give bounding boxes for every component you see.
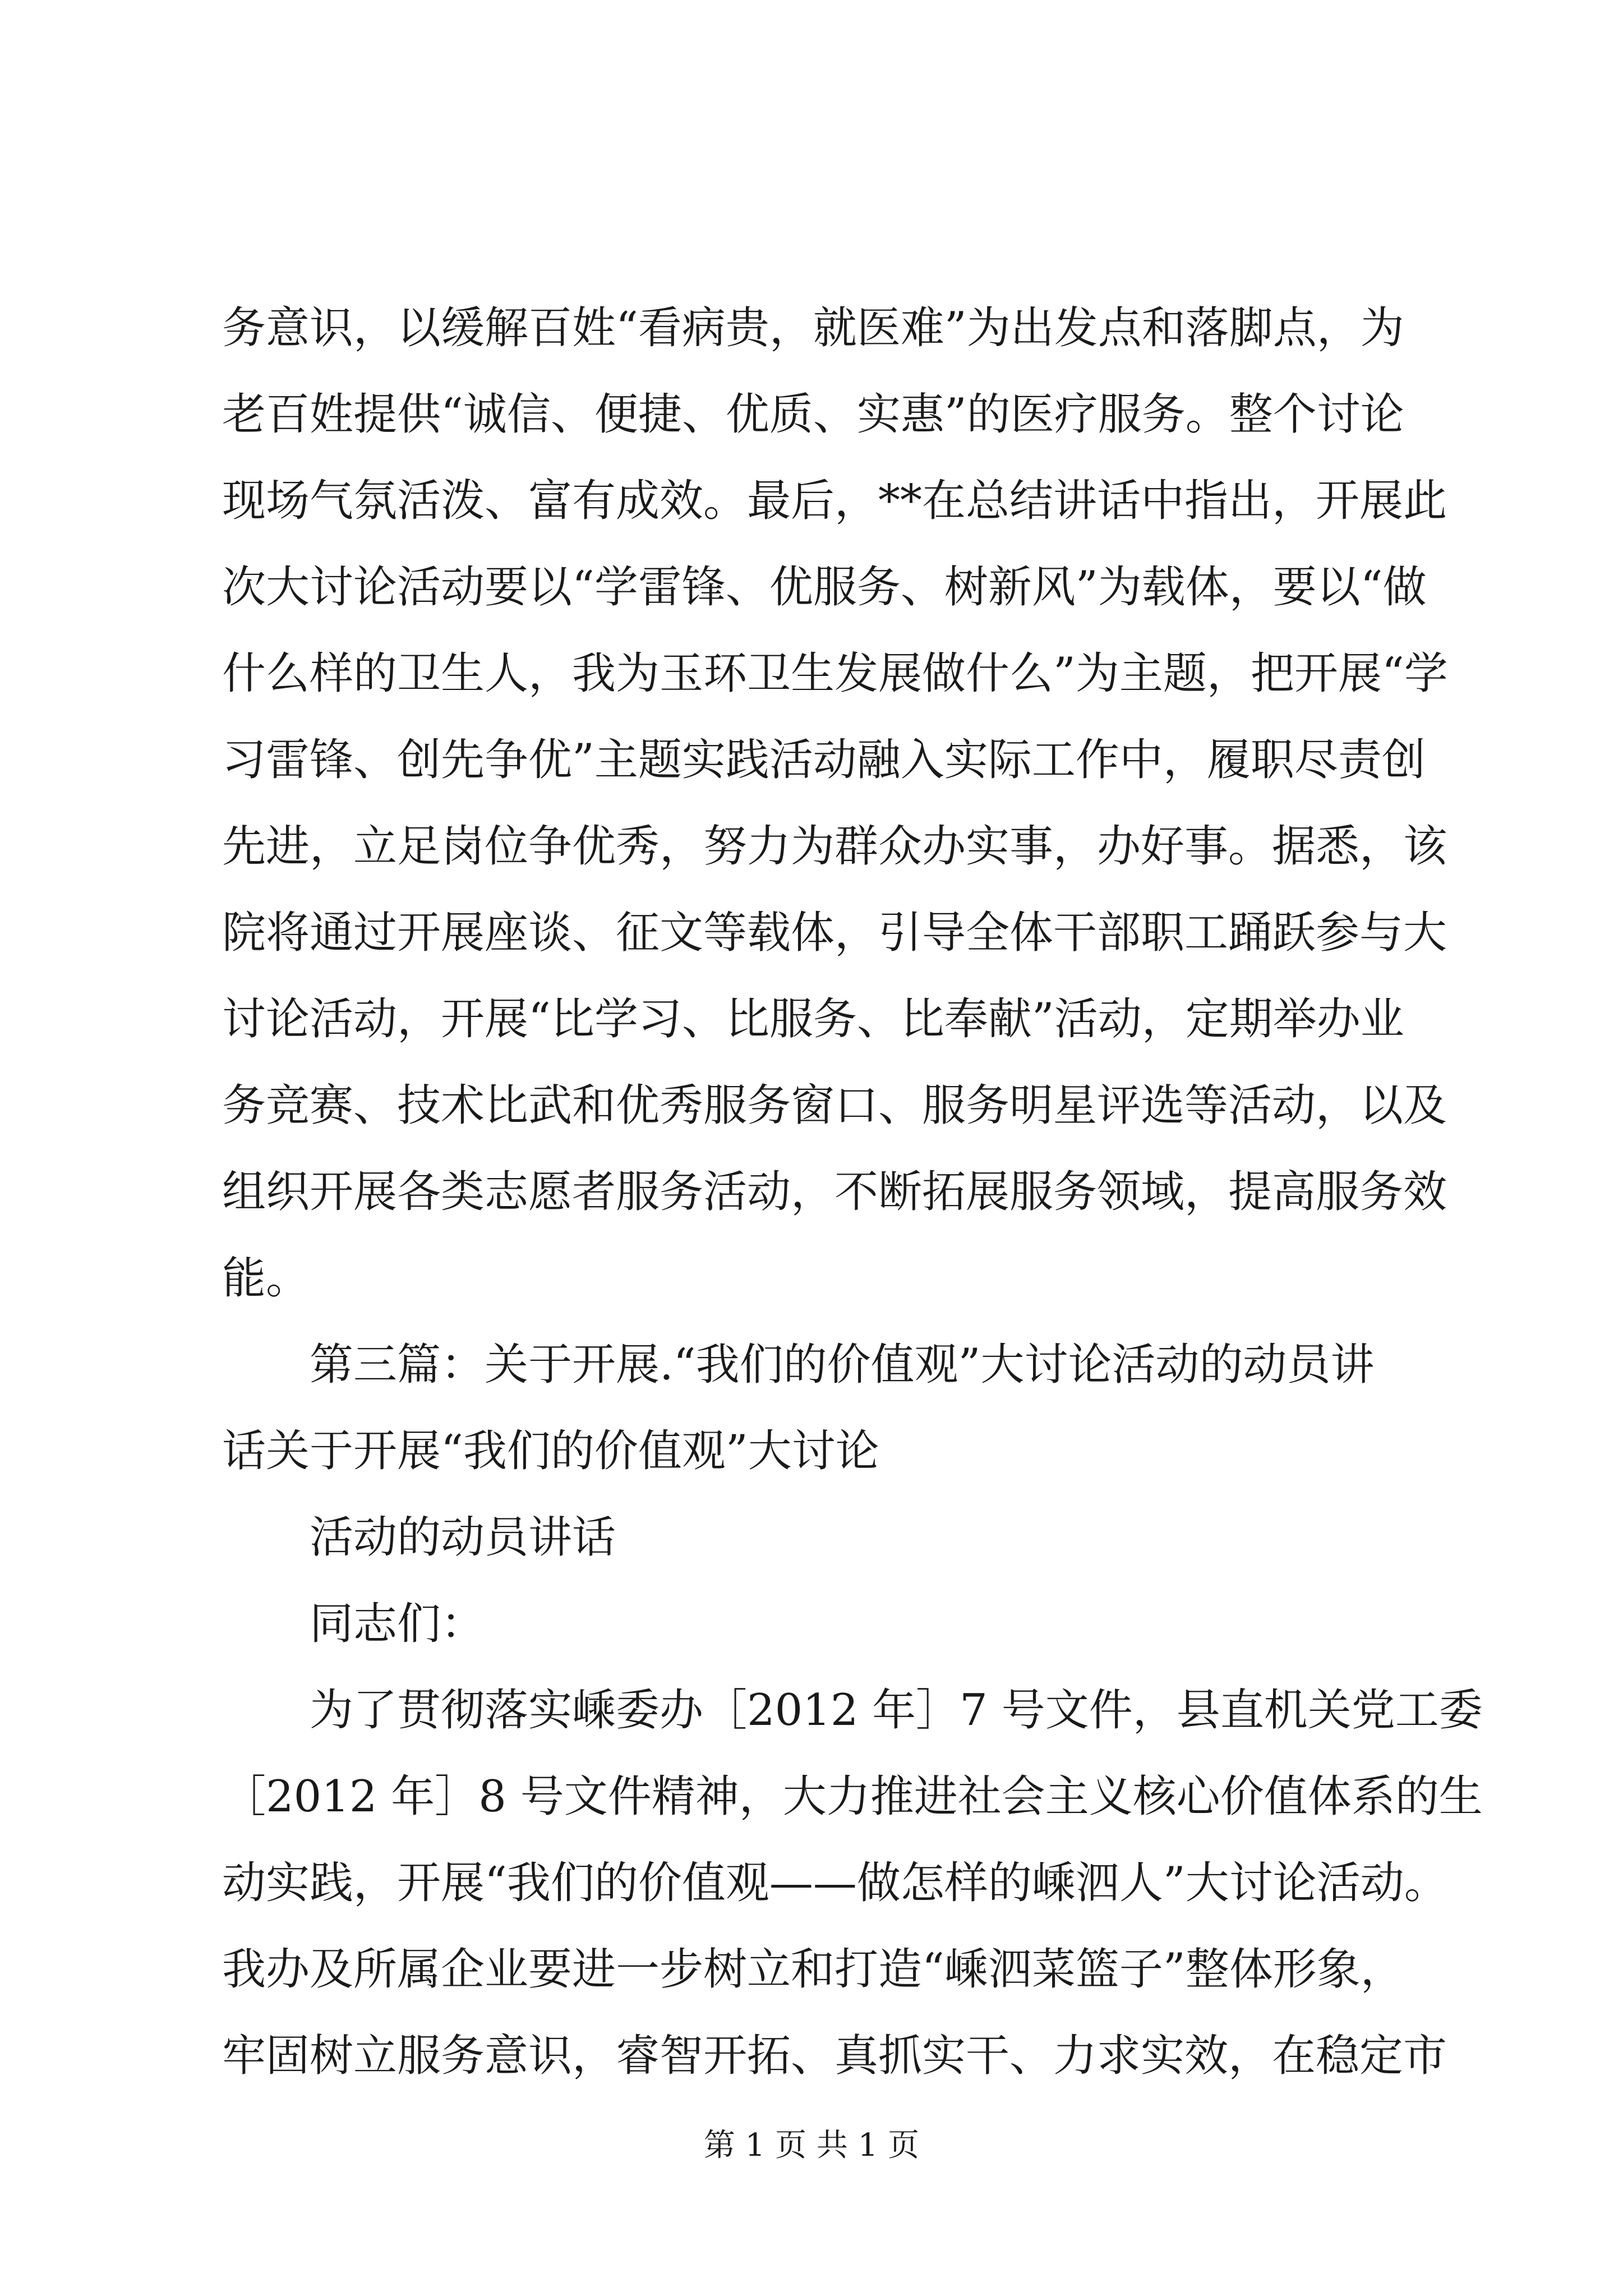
section-heading-line: 第三篇：关于开展.“我们的价值观”大讨论活动的动员讲 (310, 1340, 1375, 1390)
body-text-line: ［2012 年］8 号文件精神，大力推进社会主义核心价值体系的生 (222, 1772, 1483, 1822)
body-text-line: 次大讨论活动要以“学雷锋、优服务、树新风”为载体，要以“做 (222, 562, 1427, 613)
body-text-line: 院将通过开展座谈、征文等载体，引导全体干部职工踊跃参与大 (222, 908, 1447, 958)
body-text-line: 现场气氛活泼、富有成效。最后，**在总结讲话中指出，开展此 (222, 476, 1447, 526)
section-heading-line: 活动的动员讲话 (310, 1512, 616, 1563)
body-text-line: 为了贯彻落实嵊委办［2012 年］7 号文件，县直机关党工委 (310, 1685, 1483, 1736)
body-text-line: 务意识，以缓解百姓“看病贵，就医难”为出发点和落脚点，为 (222, 303, 1404, 353)
body-text-line: 讨论活动，开展“比学习、比服务、比奉献”活动，定期举办业 (222, 994, 1404, 1045)
body-text-line: 组织开展各类志愿者服务活动，不断拓展服务领域，提高服务效 (222, 1167, 1447, 1217)
body-text-line: 老百姓提供“诚信、便捷、优质、实惠”的医疗服务。整个讨论 (222, 389, 1404, 440)
body-text-line: 牢固树立服务意识，睿智开拓、真抓实干、力求实效，在稳定市 (222, 2031, 1447, 2081)
section-heading-line: 话关于开展“我们的价值观”大讨论 (222, 1426, 879, 1476)
body-text-line: 先进，立足岗位争优秀，努力为群众办实事，办好事。据悉，该 (222, 821, 1447, 872)
body-text-line: 什么样的卫生人，我为玉环卫生发展做什么”为主题，把开展“学 (222, 648, 1448, 699)
body-text-line: 习雷锋、创先争优”主题实践活动融入实际工作中，履职尽责创 (222, 735, 1426, 785)
salutation-line: 同志们： (310, 1599, 485, 1649)
page-number-footer: 第 1 页 共 1 页 (703, 2127, 920, 2164)
body-text-line: 我办及所属企业要进一步树立和打造“嵊泗菜篮子”整体形象， (222, 1944, 1404, 1995)
body-text-line: 能。 (222, 1253, 310, 1304)
body-text-line: 动实践，开展“我们的价值观——做怎样的嵊泗人”大讨论活动。 (222, 1858, 1448, 1908)
body-text-line: 务竞赛、技术比武和优秀服务窗口、服务明星评选等活动，以及 (222, 1080, 1447, 1131)
